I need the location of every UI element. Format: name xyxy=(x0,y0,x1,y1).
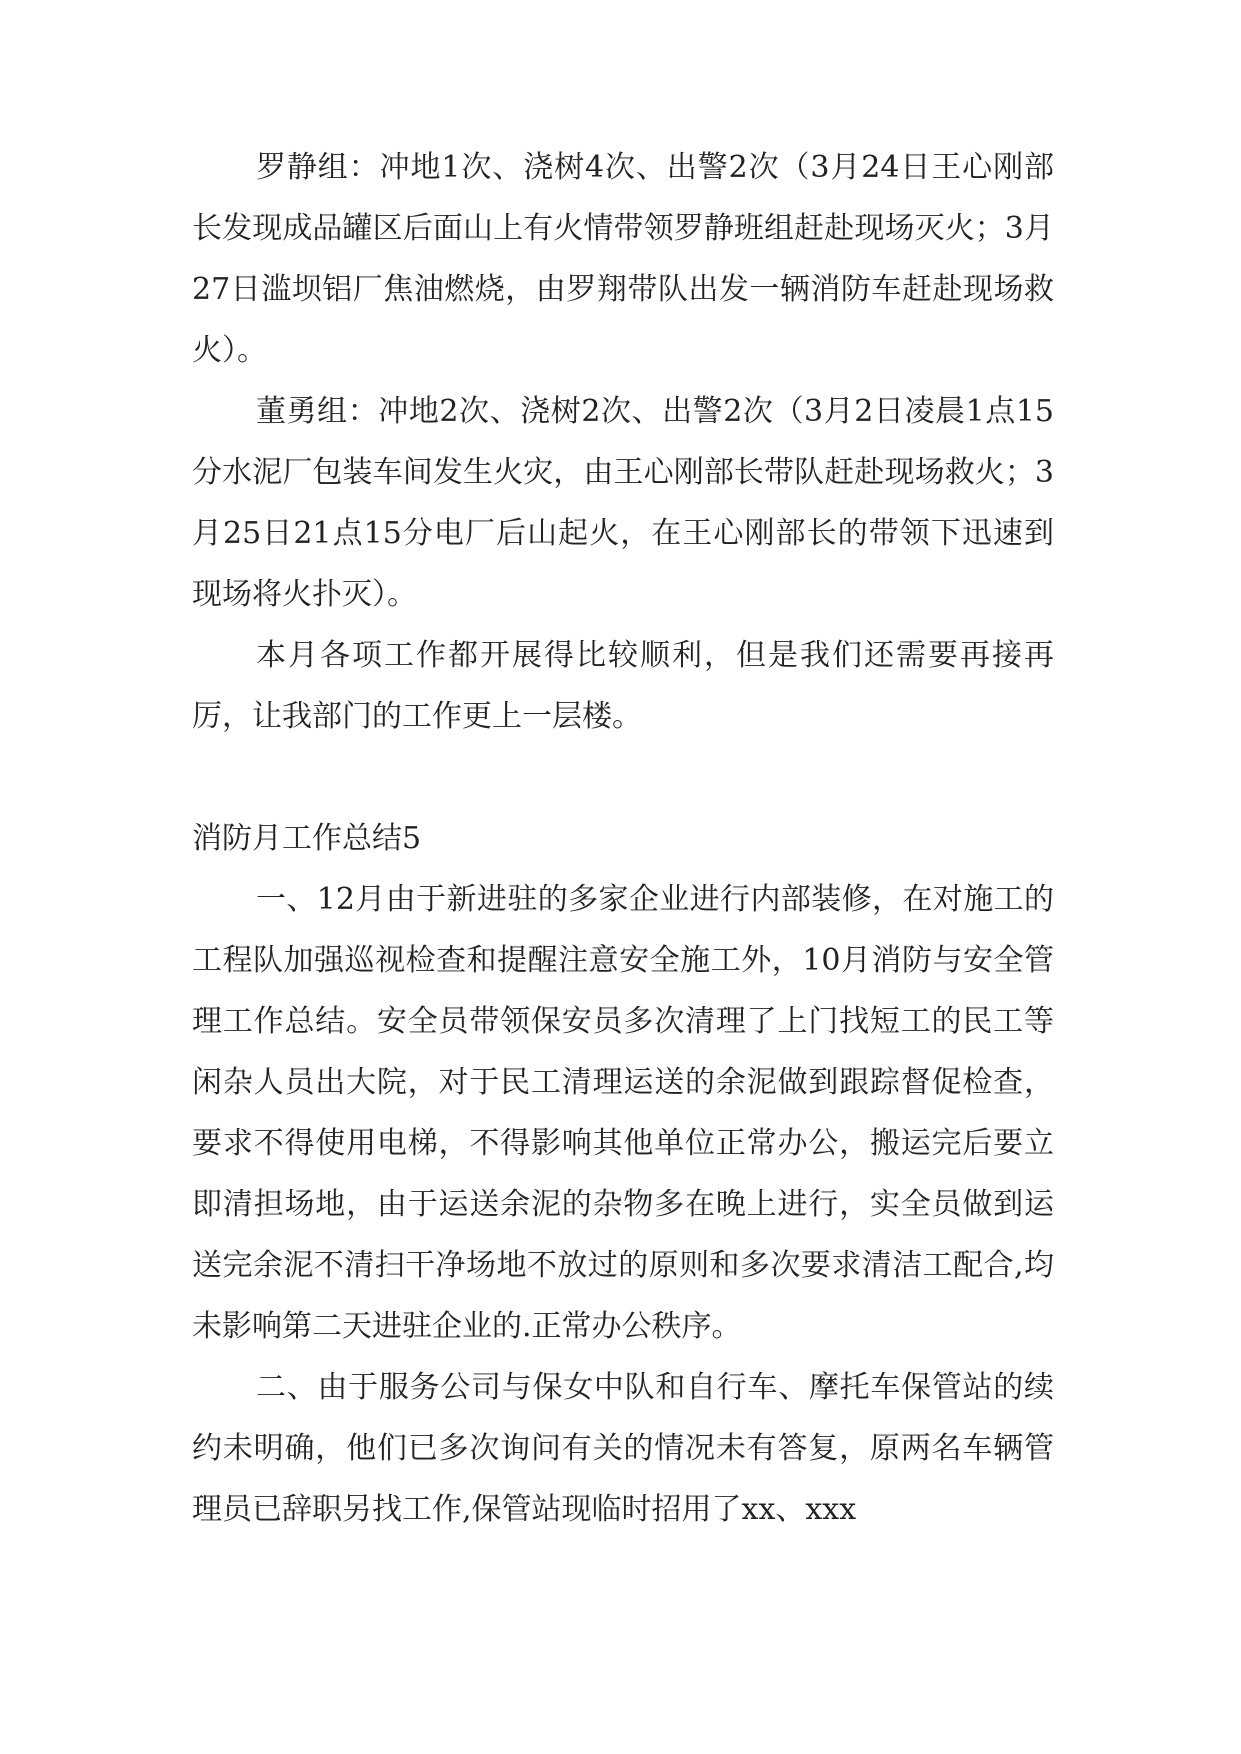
document-body xyxy=(192,0,1054,1540)
section-title: 消防月工作总结5 xyxy=(192,821,422,856)
paragraph-monthly-summary: 本月各项工作都开展得比较顺利，但是我们还需要再接再厉，让我部门的工作更上一层楼。 xyxy=(192,638,1054,734)
paragraph-item-two: 二、由于服务公司与保女中队和自行车、摩托车保管站的续约未明确，他们已多次询问有关的情况未有答复，原两名车辆管理员已辞职另找工作,保管站现临时招用了xx、xxx xyxy=(192,1370,1054,1527)
paragraph-dongyong-group: 董勇组：冲地2次、浇树2次、出警2次（3月2日凌晨1点15分水泥厂包装车间发生火灾，由王心刚部长带队赶赴现场救火；3月25日21点15分电厂后山起火，在王心刚部长的带领下迅速到现场将火扑灭）。 xyxy=(192,394,1054,612)
paragraph-luojing-group: 罗静组：冲地1次、浇树4次、出警2次（3月24日王心刚部长发现成品罐区后面山上有火情带领罗静班组赶赴现场灭火；3月27日滥坝铝厂焦油燃烧，由罗翔带队出发一辆消防车赶赴现场救火）。 xyxy=(192,150,1054,368)
paragraph-item-one: 一、12月由于新进驻的多家企业进行内部装修，在对施工的工程队加强巡视检查和提醒注意安全施工外，10月消防与安全管理工作总结。安全员带领保安员多次清理了上门找短工的民工等闲杂人员出大院，对于民工清理运送的余泥做到跟踪督促检查，要求不得使用电梯，不得影响其他单位正常办公，搬运完后要立即清担场地，由于运送余泥的杂物多在晚上进行，实全员做到运送完余泥不清扫干净场地不放过的原则和多次要求清洁工配合,均未影响第二天进驻企业的.正常办公秩序。 xyxy=(192,882,1054,1344)
